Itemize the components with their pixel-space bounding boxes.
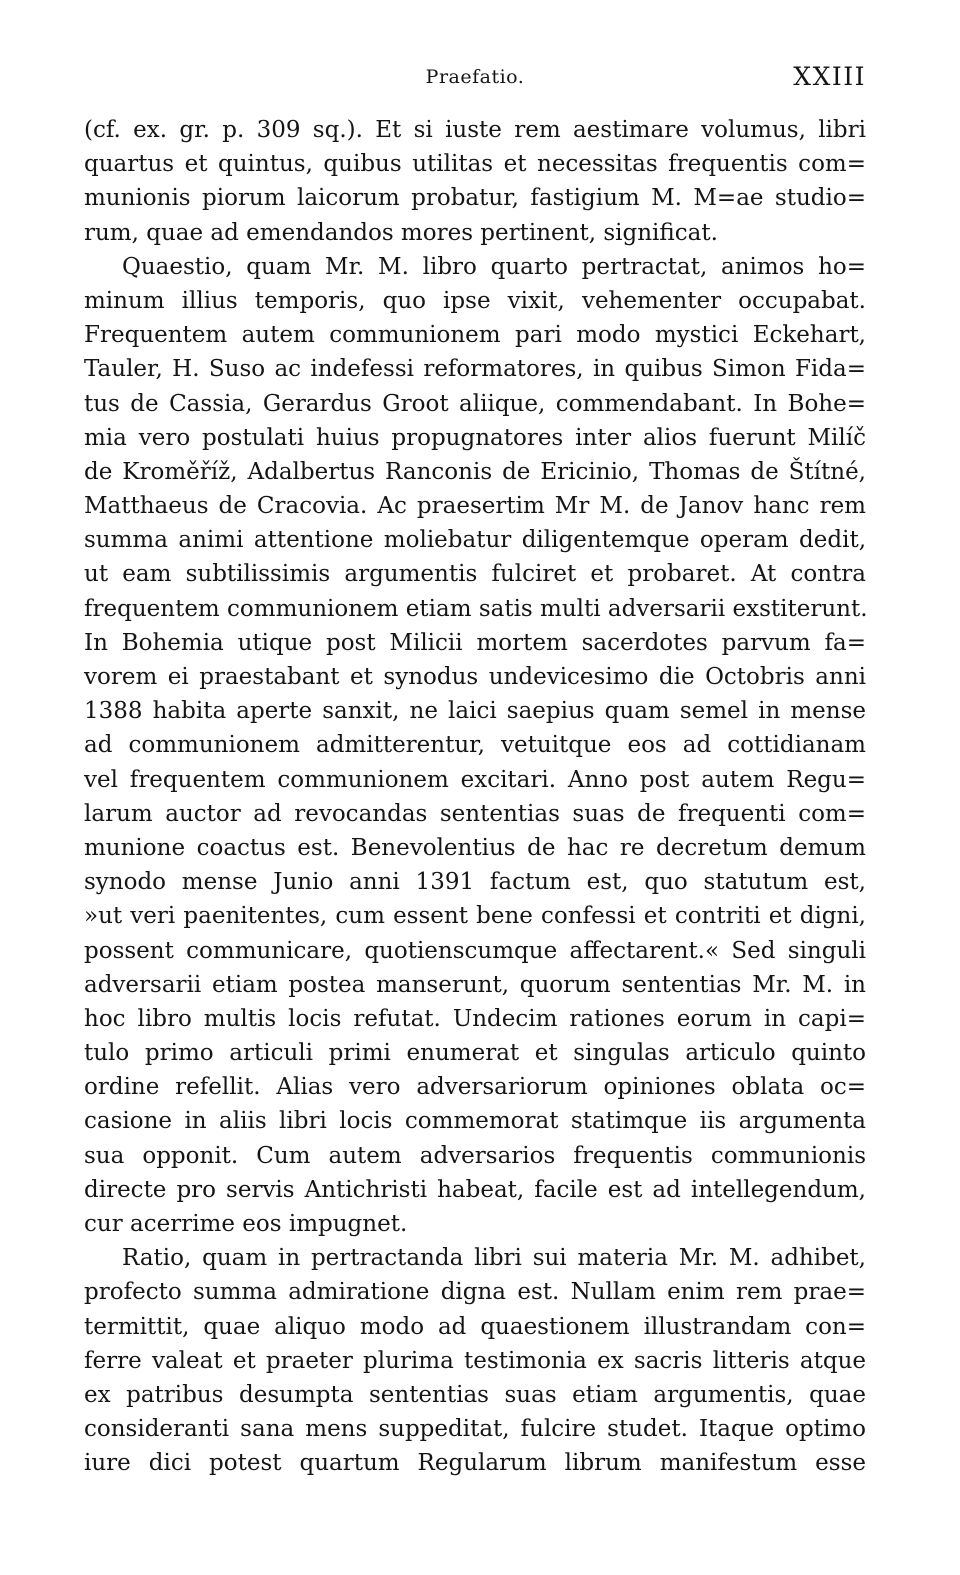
running-title: Praefatio. bbox=[425, 66, 525, 88]
text-line: casione in aliis libri locis commemorat statimque iis argumenta bbox=[84, 1108, 866, 1135]
text-line: ex patribus desumpta sententias suas etiam argumentis, quae bbox=[84, 1381, 866, 1408]
text-line: cur acerrime eos impugnet. bbox=[84, 1211, 408, 1237]
text-line: tulo primo articuli primi enumerat et singulas articulo quinto bbox=[84, 1040, 866, 1067]
text-line: consideranti sana mens suppeditat, fulcire studet. Itaque optimo bbox=[84, 1416, 866, 1443]
text-line: Quaestio, quam Mr. M. libro quarto pertractat, animos ho= bbox=[122, 253, 866, 280]
text-line: vorem ei praestabant et synodus undevicesimo die Octobris anni bbox=[84, 664, 866, 690]
body-text bbox=[84, 113, 866, 1481]
text-line: sua opponit. Cum autem adversarios frequentis communionis bbox=[84, 1142, 866, 1169]
text-line: (cf. ex. gr. p. 309 sq.). Et si iuste rem aestimare volumus, libri bbox=[84, 117, 866, 143]
text-line: termittit, quae aliquo modo ad quaestionem illustrandam con= bbox=[84, 1313, 866, 1340]
text-line: quartus et quintus, quibus utilitas et necessitas frequentis com= bbox=[84, 151, 866, 178]
text-line: larum auctor ad revocandas sententias suas de frequenti com= bbox=[84, 800, 866, 827]
text-line: directe pro servis Antichristi habeat, facile est ad intellegendum, bbox=[84, 1176, 866, 1203]
text-line: vel frequentem communionem excitari. Anno post autem Regu= bbox=[84, 766, 866, 793]
text-line: Tauler, H. Suso ac indefessi reformatores, in quibus Simon Fida= bbox=[84, 356, 866, 383]
text-line: In Bohemia utique post Milicii mortem sacerdotes parvum fa= bbox=[84, 629, 866, 656]
text-line: de Kroměříž, Adalbertus Ranconis de Ericinio, Thomas de Štítné, bbox=[84, 458, 866, 485]
text-line: munionis piorum laicorum probatur, fastigium M. M=ae studio= bbox=[84, 185, 866, 212]
text-line: ut eam subtilissimis argumentis fulciret et probaret. At contra bbox=[84, 561, 866, 588]
text-line: ordine refellit. Alias vero adversariorum opiniones oblata oc= bbox=[84, 1074, 866, 1101]
text-line: mia vero postulati huius propugnatores inter alios fuerunt Milíč bbox=[84, 424, 866, 451]
text-line: rum, quae ad emendandos mores pertinent, significat. bbox=[84, 219, 718, 246]
text-line: 1388 habita aperte sanxit, ne laici saepius quam semel in mense bbox=[84, 698, 866, 725]
text-line: synodo mense Junio anni 1391 factum est, quo statutum est, bbox=[84, 869, 866, 896]
running-head bbox=[84, 62, 866, 94]
text-line: ad communionem admitterentur, vetuitque eos ad cottidianam bbox=[84, 732, 866, 759]
text-line: summa animi attentione moliebatur diligentemque operam dedit, bbox=[84, 527, 866, 554]
text-line: Matthaeus de Cracovia. Ac praesertim Mr M. de Janov hanc rem bbox=[84, 493, 866, 520]
text-line: tus de Cassia, Gerardus Groot aliique, commendabant. In Bohe= bbox=[84, 390, 866, 417]
text-line: adversarii etiam postea manserunt, quorum sententias Mr. M. in bbox=[84, 971, 866, 998]
text-line: iure dici potest quartum Regularum librum manifestum esse bbox=[84, 1450, 866, 1477]
text-line: minum illius temporis, quo ipse vixit, vehementer occupabat. bbox=[84, 287, 866, 314]
text-line: profecto summa admiratione digna est. Nullam enim rem prae= bbox=[84, 1279, 866, 1306]
text-line: hoc libro multis locis refutat. Undecim rationes eorum in capi= bbox=[84, 1005, 866, 1032]
text-line: »ut veri paenitentes, cum essent bene confessi et contriti et digni, bbox=[84, 903, 866, 930]
page-number: XXIII bbox=[793, 62, 866, 91]
text-line: possent communicare, quotienscumque affectarent.« Sed singuli bbox=[84, 937, 866, 964]
text-line: Frequentem autem communionem pari modo mystici Eckehart, bbox=[84, 322, 866, 349]
text-line: ferre valeat et praeter plurima testimonia ex sacris litteris atque bbox=[84, 1347, 866, 1374]
text-line: Ratio, quam in pertractanda libri sui materia Mr. M. adhibet, bbox=[122, 1245, 866, 1272]
text-line: munione coactus est. Benevolentius de hac re decretum demum bbox=[84, 834, 866, 861]
text-line: frequentem communionem etiam satis multi adversarii exstiterunt. bbox=[84, 595, 868, 622]
